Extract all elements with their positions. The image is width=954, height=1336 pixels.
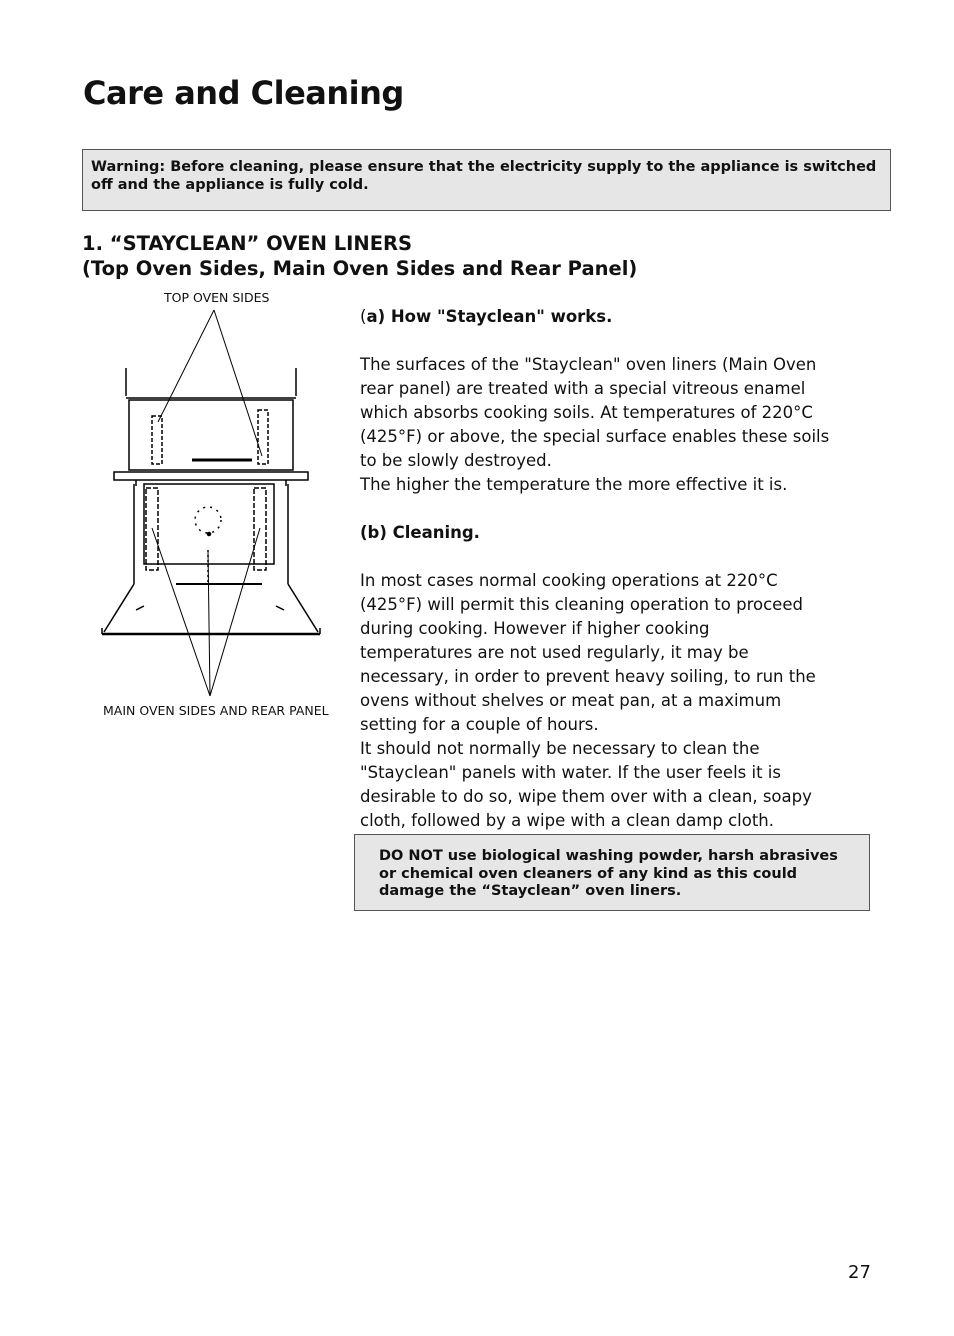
heading-text: a) How "Stayclean" works. xyxy=(366,307,613,326)
main-oven-sides-label: MAIN OVEN SIDES AND REAR PANEL xyxy=(103,703,329,718)
cleaning-heading: (b) Cleaning. xyxy=(360,523,480,542)
cleaning-paragraph-1: In most cases normal cooking operations at 220°C (425°F) will permit this cleaning operation to proceed during cooking. However if higher cooking temperatures are not used regularly, it may be necessary, in order to prevent heavy soiling, to run the ovens without shelves or meat pan, at a maximum setting for a couple of hours. xyxy=(360,571,816,734)
page-title: Care and Cleaning xyxy=(83,74,404,112)
section-heading-line2: (Top Oven Sides, Main Oven Sides and Rear Panel) xyxy=(82,257,638,280)
section-heading-line1: 1. “STAYCLEAN” OVEN LINERS xyxy=(82,232,413,255)
how-it-works-heading xyxy=(360,305,860,329)
caution-box: DO NOT use biological washing powder, harsh abrasives or chemical oven cleaners of any kind as this could damage the “Stayclean” oven liners. xyxy=(354,834,870,911)
warning-box: Warning: Before cleaning, please ensure that the electricity supply to the appliance is switched off and the appliance is fully cold. xyxy=(82,149,891,211)
cleaning-paragraph-2: It should not normally be necessary to clean the "Stayclean" panels with water. If the user feels it is desirable to do so, wipe them over with a clean, soapy cloth, followed by a wipe with a clean damp cloth. xyxy=(360,739,812,830)
heading-prefix: ( xyxy=(360,307,367,326)
body-text xyxy=(360,305,860,833)
top-oven-sides-label: TOP OVEN SIDES xyxy=(164,290,270,305)
how-it-works-note: The higher the temperature the more effective it is. xyxy=(360,475,788,494)
how-it-works-paragraph: The surfaces of the "Stayclean" oven liners (Main Oven rear panel) are treated with a special vitreous enamel which absorbs cooking soils. At temperatures of 220°C (425°F) or above, the special surface enables these soils to be slowly destroyed. xyxy=(360,355,830,470)
oven-diagram xyxy=(96,288,346,728)
page-number: 27 xyxy=(848,1262,871,1283)
oven-illustration xyxy=(96,288,346,728)
section-heading xyxy=(82,231,637,281)
